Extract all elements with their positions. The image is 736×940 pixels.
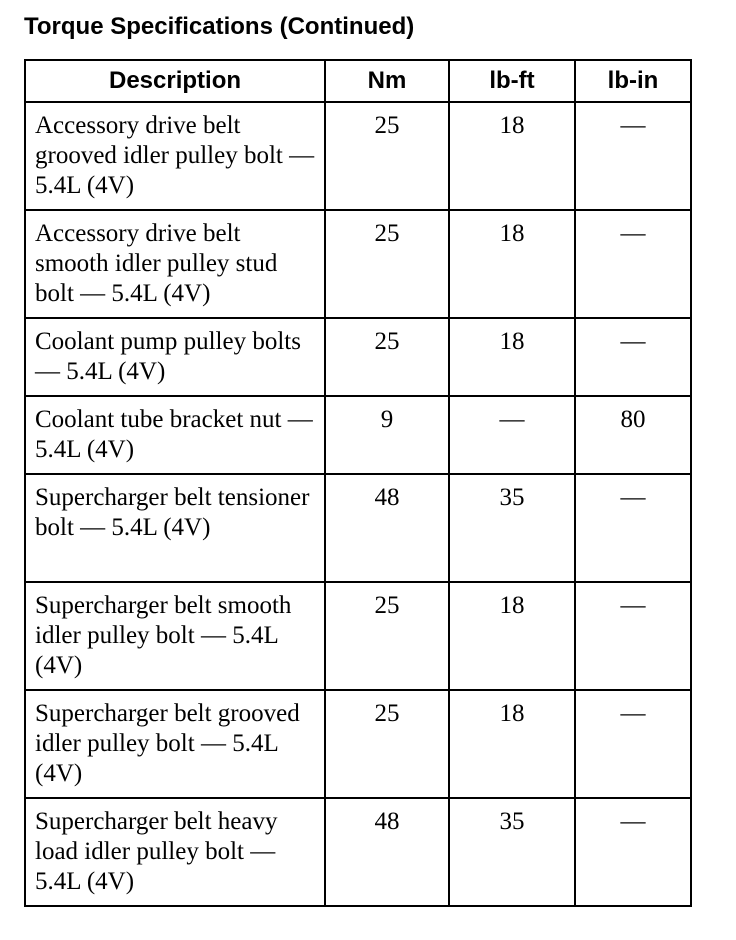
- description-cell: Supercharger belt grooved idler pulley bolt — 5.4L (4V): [25, 690, 325, 798]
- lb-in-cell: —: [575, 582, 691, 690]
- lb-ft-cell: 18: [449, 582, 575, 690]
- description-cell: Supercharger belt heavy load idler pulley bolt — 5.4L (4V): [25, 798, 325, 906]
- column-header-lb-ft: lb-ft: [449, 60, 575, 102]
- table-row: [25, 396, 691, 474]
- column-header-description: Description: [25, 60, 325, 102]
- table-row: [25, 474, 691, 582]
- lb-in-cell: —: [575, 474, 691, 582]
- lb-in-cell: 80: [575, 396, 691, 474]
- table-row: [25, 318, 691, 396]
- lb-in-cell: —: [575, 210, 691, 318]
- table-row: [25, 102, 691, 210]
- table-row: [25, 690, 691, 798]
- lb-in-cell: —: [575, 102, 691, 210]
- lb-ft-cell: 18: [449, 690, 575, 798]
- description-cell: Supercharger belt tensioner bolt — 5.4L (4V): [25, 474, 325, 582]
- lb-ft-cell: 18: [449, 318, 575, 396]
- table-row: [25, 210, 691, 318]
- lb-ft-cell: 35: [449, 798, 575, 906]
- column-header-lb-in: lb-in: [575, 60, 691, 102]
- description-cell: Coolant tube bracket nut — 5.4L (4V): [25, 396, 325, 474]
- lb-ft-cell: 35: [449, 474, 575, 582]
- lb-ft-cell: —: [449, 396, 575, 474]
- column-header-nm: Nm: [325, 60, 449, 102]
- lb-ft-cell: 18: [449, 210, 575, 318]
- description-cell: Accessory drive belt smooth idler pulley stud bolt — 5.4L (4V): [25, 210, 325, 318]
- description-cell: Accessory drive belt grooved idler pulley bolt — 5.4L (4V): [25, 102, 325, 210]
- nm-cell: 48: [325, 474, 449, 582]
- description-cell: Supercharger belt smooth idler pulley bolt — 5.4L (4V): [25, 582, 325, 690]
- nm-cell: 25: [325, 210, 449, 318]
- lb-in-cell: —: [575, 318, 691, 396]
- table-row: [25, 582, 691, 690]
- description-cell: Coolant pump pulley bolts — 5.4L (4V): [25, 318, 325, 396]
- nm-cell: 25: [325, 690, 449, 798]
- table-row: [25, 798, 691, 906]
- nm-cell: 25: [325, 318, 449, 396]
- lb-in-cell: —: [575, 798, 691, 906]
- page-title: Torque Specifications (Continued): [24, 13, 415, 40]
- nm-cell: 25: [325, 582, 449, 690]
- lb-in-cell: —: [575, 690, 691, 798]
- nm-cell: 9: [325, 396, 449, 474]
- nm-cell: 48: [325, 798, 449, 906]
- lb-ft-cell: 18: [449, 102, 575, 210]
- table-header-row: [25, 60, 691, 102]
- torque-spec-table: [24, 59, 692, 907]
- nm-cell: 25: [325, 102, 449, 210]
